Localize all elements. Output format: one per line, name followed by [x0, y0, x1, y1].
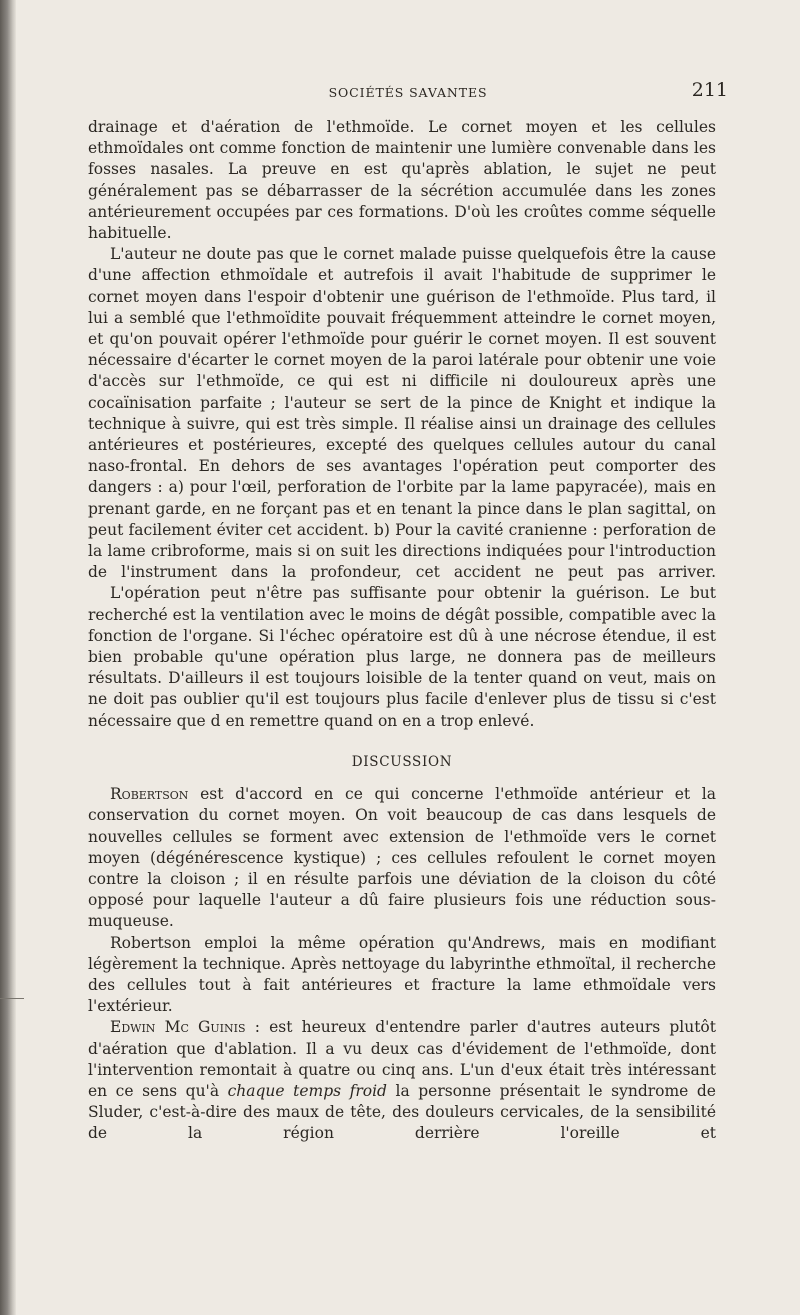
section-heading-discussion: DISCUSSION: [351, 753, 453, 770]
page-header: [88, 79, 728, 104]
paragraph-robertson: [88, 784, 716, 932]
paragraph-operation-result: L'opération peut n'être pas suffisante pour obtenir la guérison. Le but recherché est la ventilation avec le moins de dégât possible, compatible avec la fonction de l'organe. Si l'échec opératoire est dû à une nécrose étendue, il est bien probable qu'une opération plus large, ne donnera pas de meilleurs résultats. D'ailleurs il est toujours loisible de la tenter quand on veut, mais on ne doit pas oublier qu'il est toujours plus facile d'enlever plus de tissu si c'est nécessaire que d en remettre quand on en a trop enlevé.: [88, 584, 716, 730]
paragraph-author-technique: L'auteur ne doute pas que le cornet malade puisse quelquefois être la cause d'une affection ethmoïdale et autrefois il avait l'habitude de supprimer le cornet moyen dans l'espoir d'obtenir une guérison de l'ethmoïde. Plus tard, il lui a semblé que l'ethmoïdite pouvait fréquemment atteindre le cornet moyen, et qu'on pouvait opérer l'ethmoïde pour guérir le cornet moyen. Il est souvent nécessaire d'écarter le cornet moyen de la paroi latérale pour obtenir une voie d'accès sur l'ethmoïde, ce qui est ni difficile ni douloureux après une cocaïnisation parfaite ; l'auteur se sert de la pince de Knight et indique la technique à suivre, qui est très simple. Il réalise ainsi un drainage des cellules antérieures et postérieures, excepté des quelques cellules autour du canal naso-frontal. En dehors de ses avantages l'opération peut comporter des dangers : a) pour l'œil, perforation de l'orbite par la lame papyracée), mais en prenant garde, en ne forçant pas et en tenant la pince dans le plan sagittal, on peut facilement éviter cet accident. b) Pour la cavité cranienne : perforation de la lame cribroforme, mais si on suit les directions indiquées pour l'introduction de l'instrument dans la profondeur, cet accident ne peut pas arriver.: [88, 245, 716, 582]
paragraph-mcguinis: [88, 1017, 716, 1144]
paragraph-robertson-text: est d'accord en ce qui concerne l'ethmoïde antérieur et la conservation du cornet moyen. On voit beaucoup de cas dans lesquels de nouvelles cellules se forment avec extension de l'ethmoïde vers le cornet moyen (dégénérescence kystique) ; ces cellules refoulent le cornet moyen contre la cloison ; il en résulte parfois une déviation de la cloison du côté opposé pour laquelle l'auteur a dû faire plusieurs fois une réduction sous-muqueuse.: [88, 785, 716, 931]
page-body: [88, 117, 716, 1145]
paragraph-mcguinis-emphasis: chaque temps froid: [227, 1081, 387, 1100]
speaker-name-mcguinis: Edwin Mc Guinis: [110, 1018, 246, 1037]
paragraph-mcguinis-text-a: : est heureux d'entendre parler d'autres auteurs plutôt d'aération que d'ablation. Il a vu deux cas d'évidement de l'ethmoïde, dont l'intervention remontait à quatre ou cinq ans. L'un d'eux était très intéressant en ce sens qu'à: [88, 1018, 716, 1100]
running-head: SOCIÉTÉS SAVANTES: [328, 85, 488, 100]
paragraph-mcguinis-text-b: la personne présentait le syndrome de Sluder, c'est-à-dire des maux de tête, des douleurs cervicales, de la sensibilité de la région derrière l'oreille et: [88, 1081, 716, 1143]
speaker-name-robertson: Robertson: [110, 785, 189, 804]
margin-mark: [0, 998, 24, 999]
paragraph-robertson-technique: Robertson emploi la même opération qu'Andrews, mais en modifiant légèrement la technique. Après nettoyage du labyrinthe ethmoïtal, il recherche des cellules tout à fait antérieures et fracture la lame ethmoïdale vers l'extérieur.: [88, 933, 716, 1016]
book-binding-shadow: [0, 0, 16, 1315]
page-number: 211: [691, 79, 728, 101]
paragraph-continuation: drainage et d'aération de l'ethmoïde. Le cornet moyen et les cellules ethmoïdales ont comme fonction de maintenir une lumière convenable dans les fosses nasales. La preuve en est qu'après ablation, le sujet ne peut généralement pas se débarrasser de la sécrétion accumulée dans les zones antérieurement occupées par ces formations. D'où les croûtes comme séquelle habituelle.: [88, 118, 716, 243]
